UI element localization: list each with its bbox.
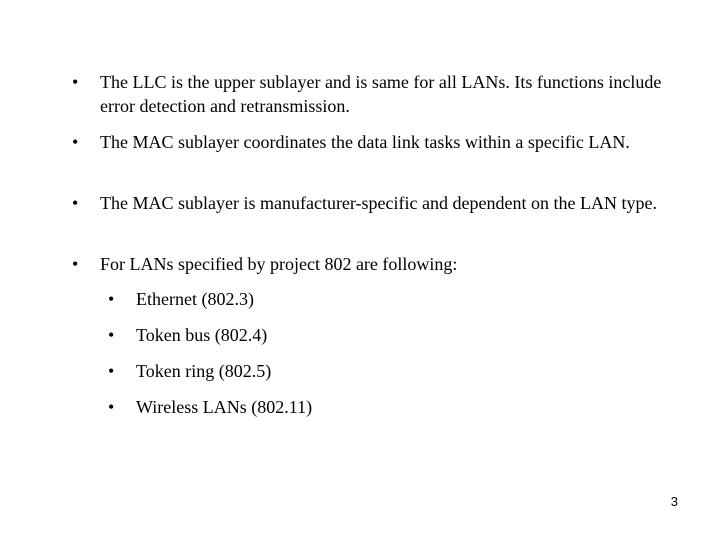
bullet-dot: • (72, 132, 79, 152)
page-number: 3 (670, 494, 678, 509)
sub-bullet-text: Token bus (802.4) (136, 325, 268, 345)
bullet-item-project-802 (72, 252, 672, 276)
bullet-text: The LLC is the upper sublayer and is same for all LANs. Its functions include error detection and retransmission. (100, 72, 662, 116)
sub-bullet-text: Ethernet (802.3) (136, 289, 254, 309)
bullet-text: The MAC sublayer coordinates the data link tasks within a specific LAN. (100, 132, 630, 152)
sub-bullet-dot: • (108, 361, 115, 381)
sub-bullet-text: Token ring (802.5) (136, 361, 272, 381)
bullet-dot: • (72, 72, 79, 92)
sub-bullet-token-bus (108, 323, 608, 347)
bullet-text: For LANs specified by project 802 are following: (100, 254, 458, 274)
bullet-item-llc (72, 70, 672, 118)
bullet-item-mac-coordinates (72, 130, 672, 154)
sub-bullet-dot: • (108, 397, 115, 417)
bullet-dot: • (72, 254, 79, 274)
bullet-item-mac-manufacturer (72, 191, 672, 215)
sub-bullet-text: Wireless LANs (802.11) (136, 397, 313, 417)
sub-bullet-dot: • (108, 289, 115, 309)
sub-bullet-dot: • (108, 325, 115, 345)
sub-bullet-token-ring (108, 359, 608, 383)
sub-bullet-wireless (108, 395, 608, 419)
bullet-dot: • (72, 193, 79, 213)
bullet-text: The MAC sublayer is manufacturer-specific and dependent on the LAN type. (100, 193, 657, 213)
sub-bullet-ethernet (108, 287, 608, 311)
